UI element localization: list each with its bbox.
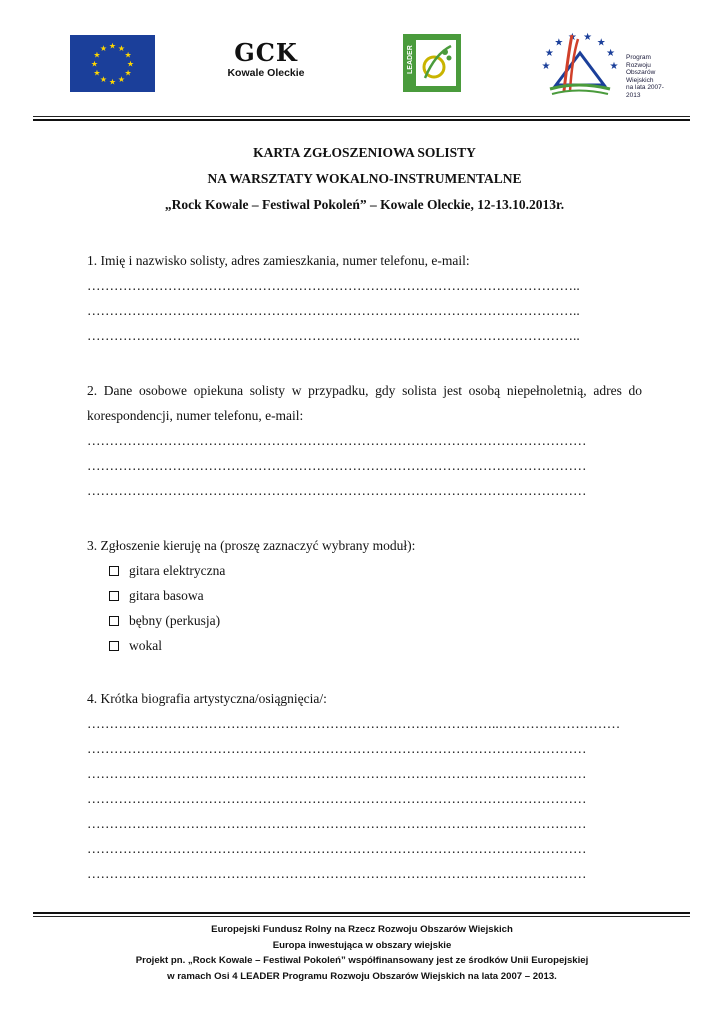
gck-logo xyxy=(210,40,322,80)
prow-star-icon: ★ xyxy=(541,61,551,72)
prow-star-icon: ★ xyxy=(554,37,564,49)
answer-4-line[interactable]: ………………………………………………………………………………………………… xyxy=(87,766,587,781)
application-form xyxy=(87,140,642,886)
eu-star-icon: ★ xyxy=(124,50,132,60)
prow-star-icon: ★ xyxy=(567,31,577,43)
answer-4-line[interactable]: ………………………………………………………………………………………………… xyxy=(87,791,587,806)
eu-star-icon: ★ xyxy=(90,59,99,69)
checkbox-icon[interactable] xyxy=(109,591,119,601)
page-footer xyxy=(0,922,724,984)
answer-4-line[interactable]: ………………………………………………………………………………………………… xyxy=(87,866,587,881)
prow-star-icon: ★ xyxy=(544,48,554,59)
eu-star-icon: ★ xyxy=(93,68,101,78)
eu-star-icon: ★ xyxy=(117,75,126,85)
eu-star-icon: ★ xyxy=(99,43,108,53)
answer-1-line[interactable]: ……………………………………………………………………………………………….. xyxy=(87,278,580,293)
module-option-electric-guitar[interactable]: gitara elektryczna xyxy=(87,558,642,583)
question-1-label: 1. Imię i nazwisko solisty, adres zamieszkania, numer telefonu, e-mail: xyxy=(87,253,470,268)
eu-star-icon: ★ xyxy=(108,41,117,51)
form-title-line-2: NA WARSZTATY WOKALNO-INSTRUMENTALNE xyxy=(207,171,522,186)
gck-mark: GCK xyxy=(234,38,298,67)
checkbox-icon[interactable] xyxy=(109,566,119,576)
gck-name: Kowale Oleckie xyxy=(227,67,305,79)
eu-star-icon: ★ xyxy=(117,43,126,53)
checkbox-icon[interactable] xyxy=(109,641,119,651)
form-title-line-1: KARTA ZGŁOSZENIOWA SOLISTY xyxy=(253,145,476,160)
answer-4-line[interactable]: ………………………………………………………………………………..……………………… xyxy=(87,716,621,731)
footer-line-2: Europa inwestująca w obszary wiejskie xyxy=(272,939,452,951)
eu-star-icon: ★ xyxy=(93,50,101,60)
footer-divider-top xyxy=(33,912,690,914)
footer-line-4: w ramach Osi 4 LEADER Programu Rozwoju Obszarów Wiejskich na lata 2007 – 2013. xyxy=(167,970,557,982)
answer-4-line[interactable]: ………………………………………………………………………………………………… xyxy=(87,841,587,856)
header-divider-top xyxy=(33,116,690,117)
leader-label: LEADER xyxy=(407,45,414,74)
question-3-label: 3. Zgłoszenie kieruję na (proszę zaznaczyć wybrany moduł): xyxy=(87,538,416,553)
prow-star-icon: ★ xyxy=(583,31,593,43)
prow-star-icon: ★ xyxy=(606,48,616,59)
eu-star-icon: ★ xyxy=(124,68,132,78)
prow-star-icon: ★ xyxy=(609,61,619,72)
answer-4-line[interactable]: ………………………………………………………………………………………………… xyxy=(87,816,587,831)
question-4-label: 4. Krótka biografia artystyczna/osiągnięcia/: xyxy=(87,691,327,706)
eu-star-icon: ★ xyxy=(108,77,117,87)
question-2-label: 2. Dane osobowe opiekuna solisty w przypadku, gdy solista jest osobą niepełnoletnią, adres do korespondencji, numer telefonu, e-mail: xyxy=(87,383,642,423)
eu-star-icon: ★ xyxy=(99,75,108,85)
eu-star-icon: ★ xyxy=(126,59,135,69)
header-divider-bottom xyxy=(33,119,690,121)
eu-flag-logo xyxy=(70,35,155,92)
module-option-drums[interactable]: bębny (perkusja) xyxy=(87,608,642,633)
module-option-bass-guitar[interactable]: gitara basowa xyxy=(87,583,642,608)
leader-logo xyxy=(403,34,461,92)
answer-2-line[interactable]: ………………………………………………………………………………………………… xyxy=(87,458,587,473)
checkbox-icon[interactable] xyxy=(109,616,119,626)
page-header xyxy=(0,0,724,120)
answer-1-line[interactable]: ……………………………………………………………………………………………….. xyxy=(87,328,580,343)
module-option-vocal[interactable]: wokal xyxy=(87,633,642,658)
prow-logo xyxy=(538,25,663,97)
form-title-line-3: „Rock Kowale – Festiwal Pokoleń” – Kowale Oleckie, 12-13.10.2013r. xyxy=(164,197,565,212)
footer-divider-bottom xyxy=(33,916,690,917)
answer-2-line[interactable]: ………………………………………………………………………………………………… xyxy=(87,483,587,498)
answer-4-line[interactable]: ………………………………………………………………………………………………… xyxy=(87,741,587,756)
prow-program-text: Program Rozwoju Obszarów Wiejskich na lata 2007-2013 xyxy=(626,54,664,99)
answer-1-line[interactable]: ……………………………………………………………………………………………….. xyxy=(87,303,580,318)
footer-line-1: Europejski Fundusz Rolny na Rzecz Rozwoju Obszarów Wiejskich xyxy=(211,924,513,935)
answer-2-line[interactable]: ………………………………………………………………………………………………… xyxy=(87,433,587,448)
footer-line-3: Projekt pn. „Rock Kowale – Festiwal Pokoleń” współfinansowany jest ze środków Unii Europejskiej xyxy=(135,955,589,966)
prow-star-icon: ★ xyxy=(596,37,606,49)
